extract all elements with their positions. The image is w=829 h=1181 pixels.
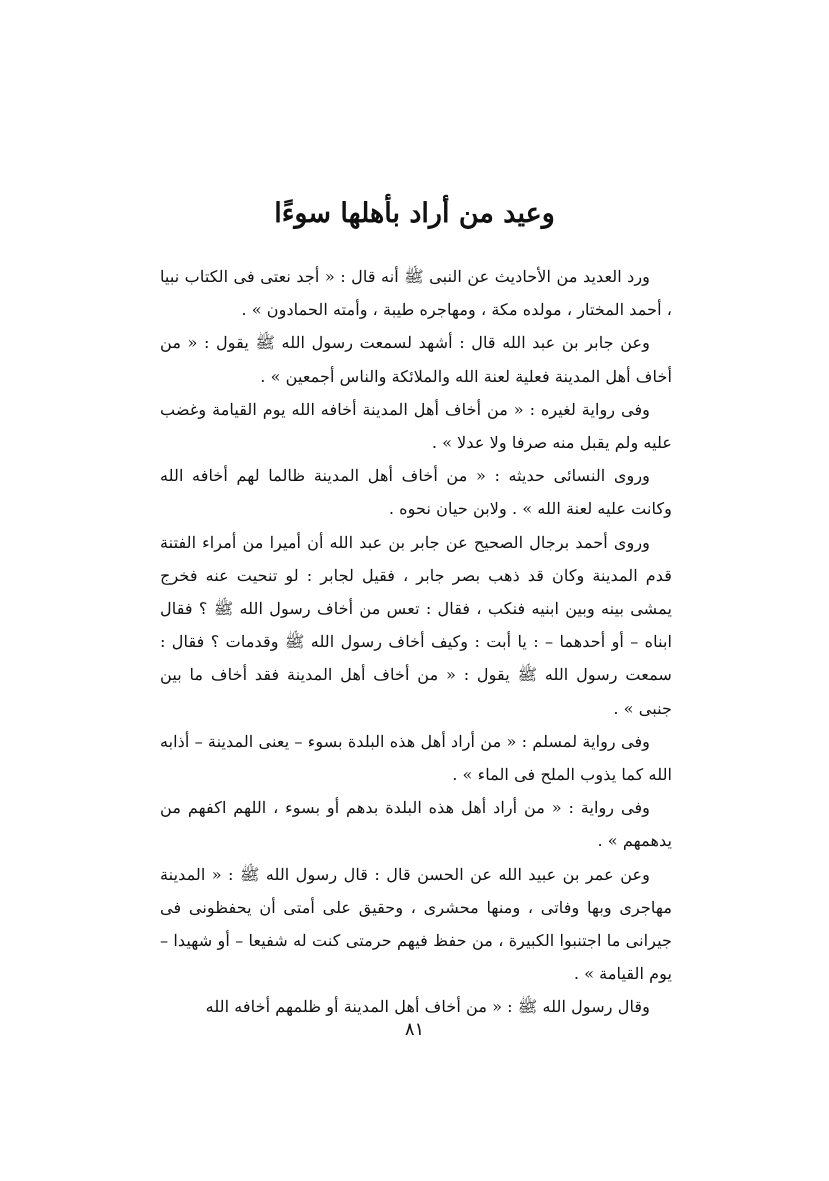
page-number: ٨١ <box>404 1019 425 1040</box>
paragraph: وفى رواية لغيره : « من أخاف أهل المدينة أخافه الله يوم القيامة وغضب عليه ولم يقبل منه صرفا ولا عدلا » . <box>160 399 672 453</box>
paragraph: وعن جابر بن عبد الله قال : أشهد لسمعت رسول الله ﷺ يقول : « من أخاف أهل المدينة فعلية لعنة الله والملائكة والناس أجمعين » . <box>160 333 672 386</box>
section-title: وعيد من أراد بأهلها سوءًا <box>274 198 555 229</box>
paragraph: وفى رواية : « من أراد أهل هذه البلدة بدهم أو بسوء ، اللهم اكفهم من يدهمهم » . <box>160 798 672 851</box>
paragraph: وقال رسول الله ﷺ : « من أخاف أهل المدينة أو ظلمهم أخافه الله <box>205 997 650 1017</box>
paragraph: وعن عمر بن عبيد الله عن الحسن قال : قال رسول الله ﷺ : « المدينة مهاجرى وبها وفاتى ، ومنها محشرى ، وحقيق على أمتى أن يحفظونى فى جيرانى ما اجتنبوا الكبيرة ، من حفظ فيهم حرمتى كنت له شفيعا – أو شهيدا – يوم القيامة » . <box>160 864 672 984</box>
body-text <box>160 260 672 1024</box>
paragraph: ورد العديد من الأحاديث عن النبى ﷺ أنه قال : « أجد نعتى فى الكتاب نبيا ، أحمد المختار ، مولده مكة ، ومهاجره طيبة ، وأمته الحمادون » . <box>160 267 672 320</box>
paragraph: وروى النسائى حديثه : « من أخاف أهل المدينة ظالما لهم أخافه الله وكانت عليه لعنة الله » . ولابن حيان نحوه . <box>160 466 672 519</box>
paragraph: وروى أحمد برجال الصحيح عن جابر بن عبد الله أن أميرا من أمراء الفتنة قدم المدينة وكان قد ذهب بصر جابر ، فقيل لجابر : لو تنحيت عنه فخرج يمشى بينه وبين ابنيه فنكب ، فقال : تعس من أخاف رسول الله ﷺ ؟ فقال ابناه – أو أحدهما – : يا أبت : وكيف أخاف رسول الله ﷺ وقدمات ؟ فقال : سمعت رسول الله ﷺ يقول : « من أخاف أهل المدينة فقد أخاف ما بين جنبى » . <box>160 532 672 718</box>
paragraph: وفى رواية لمسلم : « من أراد أهل هذه البلدة بسوء – يعنى المدينة – أذابه الله كما يذوب الملح فى الماء » . <box>160 731 672 785</box>
